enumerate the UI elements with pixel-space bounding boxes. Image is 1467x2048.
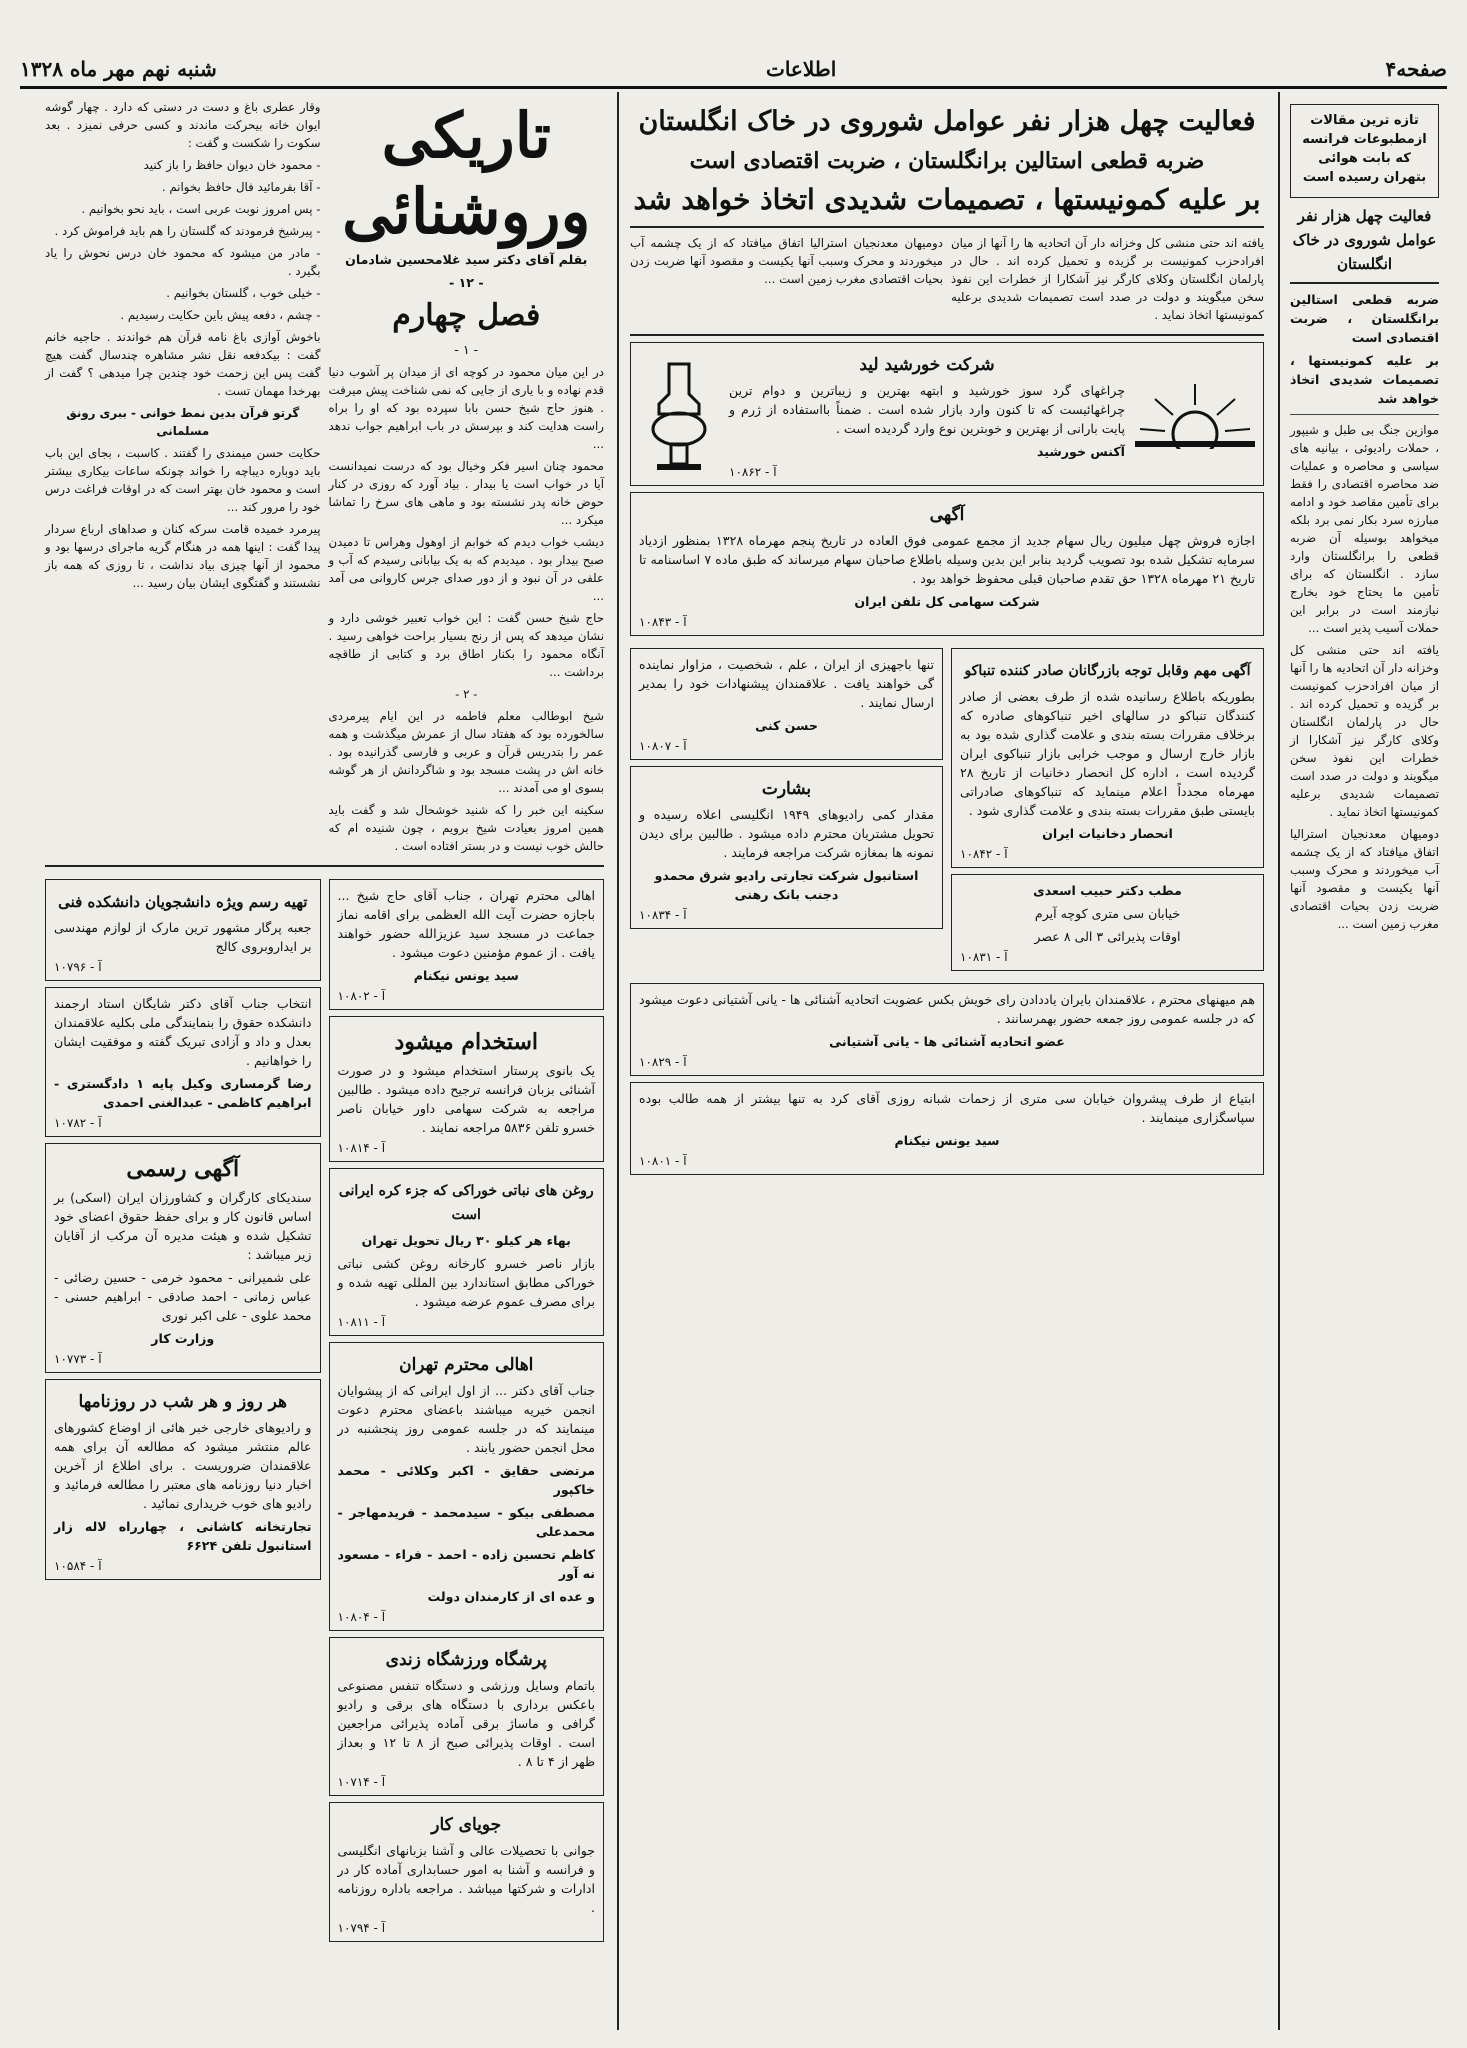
right-column xyxy=(1282,92,1447,2030)
wanted-text: تنها باجهیزی از ایران ، علم ، شخصیت ، مزاوار نماینده گی خواهند یافت . علاقمندان پیشنهادات خود را بمدیر ارسال نمایند . xyxy=(639,657,934,710)
ad-code: آ - ۱۰۷۸۲ xyxy=(54,1116,102,1130)
residents-names: کاظم تحسین زاده - احمد - فراء - مسعود نه آور xyxy=(337,1547,595,1581)
story-title: تاریکی وروشنائی xyxy=(342,99,591,248)
thanks-notice xyxy=(630,1082,1264,1175)
daily-news-ad xyxy=(45,1379,321,1580)
section-number: - ۱ - xyxy=(454,342,479,357)
ad-code: آ - ۱۰۸۰۷ xyxy=(639,739,687,753)
ad-code: آ - ۱۰۸۴۲ xyxy=(960,847,1008,861)
ad-code: آ - ۱۰۷۷۳ xyxy=(54,1352,102,1366)
official-sign: وزارت کار xyxy=(151,1331,215,1346)
tobacco-text: بطوریکه باطلاع رسانیده شده از طرف بعضی از صادر کنندگان تنباکو در سالهای اخیر تنباکوهای صادره که برخلاف مقررات بسته بندی و علامت گذاری شده بود به بازار خارج ارسال و موجب خرابی بازار تنباکوی ایران گردیده است ، اداره کل انحصار دخانیات از تاریخ ۲۸ مهرماه مجدداً اعلام مینماید که تنباکوهای صادراتی بایستی طبق مقررات بسته بندی و علامت گذاری شود . xyxy=(960,689,1255,818)
oil-ad xyxy=(329,1168,605,1336)
story-paragraph: محمود چنان اسیر فکر وخیال بود که درست نمیدانست آیا در خواب است یا بیدار . بیاد آورد که روزی در کنار حوض خانه پدر نشسته بود و ماهی های سرخ را تماشا میکرد ... xyxy=(328,459,604,527)
story-paragraph: باخوش آوازی باغ نامه قرآن هم خواندند . حاجیه خانم گفت : بیکدفعه نقل نشر مشاهره چندسال گفت هیچ گفت پس این زحمت خود چندین چرا میدهی ؟ گفت از بهرخدا مهمان تست . xyxy=(45,330,321,398)
ad-code: آ - ۱۰۷۱۴ xyxy=(337,1775,386,1789)
notice-title: آگهی xyxy=(929,505,965,525)
story-poem: گرتو قرآن بدین نمط خوانی - ببری رونق مسلمانی xyxy=(66,406,300,438)
article-paragraph: یافته اند حتی منشی کل وخزانه دار آن اتحادیه ها را آنها از میان افرادحزب کمونیست بر گزیده و تحمیل کرده اند . حال در پارلمان انگلستان وکلای کارگر نیز آشکارا از خطرات این نفوذ سخن میگویند و دولت در صدد است تصمیمات شدیدی برعلیه کمونیستها اتخاذ نماید . xyxy=(1290,643,1439,819)
ad-code: آ - ۱۰۸۳۴ xyxy=(639,908,687,922)
ad-code: آ - ۱۰۸۰۴ xyxy=(337,1610,386,1624)
teaser-text: تازه ترین مقالات ازمطبوعات فرانسه که بابت هوائی بتهران رسیده است xyxy=(1302,113,1427,185)
phone-company-notice xyxy=(630,492,1264,636)
lamp-ad-sign: آکنس خورشید xyxy=(1037,444,1125,459)
sun-logo-icon xyxy=(1135,379,1255,449)
wanted-ad xyxy=(630,648,943,760)
mosque-sign: سید یونس نیکنام xyxy=(413,968,519,983)
article-paragraph: دومیهان معدنجیان استرالیا اتفاق میافتاد که از یک چشمه آب میخوردند و محرک وسبب آنها یکیست و مقصود آنها ضربت زدن بحیات اقتصادی مغرب زمین است ... xyxy=(1290,827,1439,931)
doctor-title: مطب دکتر حبیب اسعدی xyxy=(1033,883,1182,898)
ad-code: آ - ۱۰۸۰۲ xyxy=(337,989,386,1003)
dialogue-line: - محمود خان دیوان حافظ را باز کنید xyxy=(143,158,321,172)
lead-article-body xyxy=(630,234,1264,328)
hire-text: یک بانوی پرستار استخدام میشود و در صورت آشنائی بزبان فرانسه ترجیح داده میشود . طالبین مراجعه به شرکت سهامی داور خیابان ناصر خسرو تلفن ۵۸۳۶ مراجعه نمایند . xyxy=(337,1063,595,1135)
column-rule xyxy=(617,92,619,2030)
lamp-ad xyxy=(630,342,1264,486)
ad-code: آ - ۱۰۷۹۶ xyxy=(54,960,102,974)
election-notice xyxy=(45,987,321,1137)
radio-title: بشارت xyxy=(761,779,812,799)
residents-notice xyxy=(329,1342,605,1631)
shop-text: ابتیاع از طرف پیشروان خیابان سی متری از زحمات شبانه روزی آقای کرد به تنها بیشتر از همه طالب بوده سپاسگزاری مینمایند . xyxy=(639,1091,1255,1125)
left-ads-b xyxy=(45,873,321,1948)
lamp-ad-text: چراغهای گرد سوز خورشید و ابتهه بهترین و زیباترین و دوام ترین چراغهائیست که تا کنون وارد بازار شده است . ضمناً بااستفاده از ژرم و پایت بارانی از بهترین و خوبترین نوع وارد گردیده است . xyxy=(729,383,1125,436)
dialogue-line: - پیرشیخ فرمودند که گلستان را هم باید فراموش کرد . xyxy=(54,224,321,238)
dialogue-line: - مادر من میشود که محمود خان درس نحوش را یاد بگیرد . xyxy=(45,246,321,278)
member-sign: عضو اتحادیه آشنائی ها - یانی آشتیانی xyxy=(829,1034,1065,1049)
official-title: آگهی رسمی xyxy=(126,1156,240,1182)
story-part: - ۱۲ - xyxy=(448,275,484,290)
oil-price: بهاء هر کیلو ۳۰ ریال تحویل تهران xyxy=(361,1233,571,1248)
official-text: سندیکای کارگران و کشاورزان ایران (اسکی) بر اساس قانون کار و برای حفظ حقوق اعضای خود تشکیل شده و هیئت مدیره آن مرکب از آقایان زیر میباشد : xyxy=(54,1190,312,1262)
job-title: جویای کار xyxy=(431,1815,502,1835)
job-text: جوانی با تحصیلات عالی و آشنا بزبانهای انگلیسی و فرانسه و آشنا به امور حسابداری آماده کار در ادارات و شرکتها میباشد . مراجعه باداره روزنامه . xyxy=(337,1843,595,1915)
article-paragraph: دومیهان معدنجیان استرالیا اتفاق میافتاد که از یک چشمه آب میخوردند و محرک وسبب آنها یکیست و مقصود آنها ضربت زدن بحیات اقتصادی مغرب زمین است ... xyxy=(630,236,943,286)
doctor-address: خیابان سی متری کوچه آیرم xyxy=(1034,906,1181,921)
clinic-title: پرشگاه ورزشگاه زندی xyxy=(385,1650,547,1670)
wanted-sign: حسن کنی xyxy=(755,718,818,733)
column-rule xyxy=(1278,92,1280,2030)
story-paragraph: حکایت حسن میمندی را گفتند . کاسبت ، بجای این باب باید دوباره دیباچه را خواند چونکه ساعات بیکاری بیشتر است و محمود خان بهتر است که در اوقات فراغت درس خود را مرور کند ... xyxy=(45,446,321,514)
dialogue-line: - آقا بفرمائید فال حافظ بخوانم . xyxy=(161,180,321,194)
official-notice xyxy=(45,1143,321,1373)
radio-sign: استانبول شرکت تجارتی رادیو شرق محمدو دجنب بانک رهنی xyxy=(654,868,919,902)
daily-sign: تجارتخانه کاشانی ، چهارراه لاله زار استانبول تلفن ۶۶۲۴ xyxy=(54,1519,312,1553)
left-column xyxy=(37,92,612,2030)
issue-date: شنبه نهم مهر ماه ۱۳۲۸ xyxy=(20,57,217,81)
ad-code: آ - ۱۰۸۳۱ xyxy=(960,950,1008,964)
story-paragraph: سکینه این خبر را که شنید خوشحال شد و گفت باید همین امروز بعیادت شیخ برویم ، چون شنیده ام که حالش خوب نیست و در بستر افتاده است . xyxy=(328,803,604,853)
college-ad xyxy=(45,879,321,981)
ad-code: آ - ۱۰۸۰۱ xyxy=(639,1154,687,1168)
member-text: هم میهنهای محترم ، علاقمندان بایران یاددادن رای خویش بکس عضویت اتحادیه آشنائی ها - یانی آشتیانی دعوت میشود که در جلسه عمومی روز جمعه حضور بهمرسانند . xyxy=(639,992,1255,1026)
dialogue-line: - خیلی خوب ، گلستان بخوانیم . xyxy=(166,286,321,300)
story-paragraph: پیرمرد خمیده قامت سرکه کنان و صداهای ارباع سردار پیدا گفت : اینها همه در هنگام گریه ماجرای درسها بود و محمود از آنها چیزی بیاد نداشت ، تا روزی که همه باز نشستند و گفتگوی ایشان بیان رسید ... xyxy=(45,522,321,590)
ad-code: آ - ۱۰۸۴۳ xyxy=(639,615,687,629)
article-subhead-2: بر علیه کمونیستها ، تصمیمات شدیدی اتخاذ خواهد شد xyxy=(1290,353,1439,406)
story-author: بقلم آقای دکتر سید غلامحسین شادمان xyxy=(345,252,588,267)
article-subhead: ضربه قطعی استالین برانگلستان ، ضربت اقتصادی است xyxy=(1290,292,1439,345)
shop-sign: سید یونس نیکنام xyxy=(894,1133,1000,1148)
job-seeker-ad xyxy=(329,1802,605,1942)
dialogue-line: - چشم ، دفعه پیش باین حکایت رسیدیم . xyxy=(120,308,321,322)
official-names: علی شمیرانی - محمود خرمی - حسین رضائی - عباس زمانی - احمد صادقی - ابراهیم حسنی - محمد علوی - علی اکبر نوری xyxy=(54,1270,312,1323)
left-ads-a xyxy=(329,873,605,1948)
section-number: - ۲ - xyxy=(455,687,478,701)
residents-title: اهالی محترم تهران xyxy=(399,1355,534,1375)
masthead xyxy=(20,52,1447,89)
ad-code: آ - ۱۰۸۱۱ xyxy=(337,1315,386,1329)
middle-column xyxy=(622,92,1272,2030)
mosque-notice xyxy=(329,879,605,1010)
oil-lamp-icon xyxy=(639,354,719,474)
lead-subheadline-2: بر علیه کمونیستها ، تصمیمات شدیدی اتخاذ خواهد شد xyxy=(633,183,1261,216)
ad-code: آ - ۱۰۸۱۴ xyxy=(337,1141,386,1155)
tobacco-notice xyxy=(951,648,1264,868)
oil-title: روغن های نباتی خوراکی که جزء کره ایرانی است xyxy=(338,1183,594,1223)
chapter-title: فصل چهارم xyxy=(392,298,541,333)
radio-text: مقدار کمی رادیوهای ۱۹۴۹ انگلیسی اعلاه رسیده و تحویل مشتریان محترم داده میشود . طالبین برای دیدن نمونه ها بمغازه شرکت مراجعه فرمایند . xyxy=(639,807,934,860)
residents-names: مصطفی بیکو - سیدمحمد - فریدمهاجر - محمدعلی xyxy=(337,1505,595,1539)
notice-text: اجازه فروش چهل میلیون ریال سهام جدید از مجمع عمومی فوق العاده در تاریخ پنجم مهرماه ۱۳۲۸ بمنظور ازدیاد سرمایه تشکیل شده بود تصویب گردید بنابر این بدین وسیله باطلاع صاحبان سهام میرساند که طبق ماده ۷ اساسنامه تا تاریخ ۲۱ مهرماه ۱۳۲۸ حق تقدم صاحبان قبلی محفوظ خواهد بود . xyxy=(639,533,1255,586)
ad-code: آ - ۱۰۵۸۴ xyxy=(54,1559,102,1573)
clinic-text: باتمام وسایل ورزشی و دستگاه تنفس مصنوعی باعکس برداری با دستگاه های برقی و رادیو گرافی و ماساژ برقی آماده پذیرائی مراجعین است . اوقات پذیرائی صبح از ۸ تا ۱۲ و بعداز ظهر از ۴ تا ۸ . xyxy=(337,1678,595,1769)
story-paragraph: دیشب خواب دیدم که خوابم از اوهول وهراس تا دمیدن صبح بیدار بود . میدیدم که به یک بیابانی رسیدم که آب و علفی در آن نبود و از دور صدای جرس کاروانی می آمد ... xyxy=(328,535,604,603)
oil-text: بازار ناصر خسرو کارخانه روغن کشی نباتی خوراکی مطابق استاندارد بین المللی تهیه شده و برای مصرف عموم عرضه میشود . xyxy=(337,1256,595,1309)
ad-code: آ - ۱۰۷۹۴ xyxy=(337,1921,386,1935)
election-sign: رضا گرمساری وکیل پایه ۱ دادگستری - ابراهیم کاظمی - عبدالغنی احمدی xyxy=(54,1076,312,1110)
story-paragraph: حاج شیخ حسن گفت : این خواب تعبیر خوشی دارد و نشان میدهد که پس از رنج بسیار براحت خواهی رسید . آنگاه محمود را بکنار اطاق برد و کتابی از طاقچه برداشت ... xyxy=(328,611,604,679)
story-paragraph: در این میان محمود در کوچه ای از میدان پر آشوب دنیا قدم نهاده و با یاری از جایی که نمی شناخت پیش میرفت . هنوز حاج شیخ حسن بابا سپرده بود که او را براه راست هدایت کند و بپرسش در باب ابراهیم جواب ندهد ... xyxy=(328,365,604,451)
lead-subheadline: ضربه قطعی استالین برانگلستان ، ضربت اقتصادی است xyxy=(689,148,1205,174)
article-headline: فعالیت چهل هزار نفر عوامل شوروی در خاک انگلستان xyxy=(1292,207,1437,273)
dialogue-line: - پس امروز نوبت عربی است ، باید نحو بخوانیم . xyxy=(81,202,321,216)
lead-headline: فعالیت چهل هزار نفر عوامل شوروی در خاک انگلستان xyxy=(638,106,1256,137)
residents-text: جناب آقای دکتر ... از اول ایرانی که از پیشوایان انجمن خیریه میباشند باعضای محترم دعوت مینمایند که در جلسه عمومی روز پنجشنبه در محل انجمن حضور یابند . xyxy=(337,1383,595,1455)
clinic-ad xyxy=(329,1637,605,1796)
residents-names: مرتضی حقایق - اکبر وکلائی - محمد خاکپور xyxy=(337,1463,595,1497)
story-paragraph: شیخ ابوطالب معلم فاطمه در این ایام پیرمردی سالخورده بود که هفتاد سال از عمرش میگذشت و همه عمر را بتدریس قرآن و عربی و فارسی گذرانیده بود . خانه اش در پشت مسجد بود و شاگردانش از هر گوشه بسوی او می آمدند ... xyxy=(328,709,604,795)
mosque-text: اهالی محترم تهران ، جناب آقای حاج شیخ ... باجازه حضرت آیت الله العظمی برای اقامه نماز جماعت در مسجد سید عزیزالله حضور خواهند یافت . از عموم مؤمنین دعوت میشود . xyxy=(337,888,595,960)
tobacco-title: آگهی مهم وقابل توجه بازرگانان صادر کننده تنباکو xyxy=(964,663,1251,679)
election-text: انتخاب جناب آقای دکتر شایگان استاد ارجمند دانشکده حقوق را بنمایندگی ملی بکلیه علاقمندان بعدل و داد و آزادی تبریک گفته و موفقیت ایشان را خواهانیم . xyxy=(54,996,312,1068)
paper-name: اطلاعات xyxy=(765,57,837,81)
story-column xyxy=(329,98,605,859)
college-title: تهیه رسم ویژه دانشجویان دانشکده فنی xyxy=(58,893,308,911)
doctor-ad xyxy=(951,874,1264,971)
story-paragraph: وقار عطری باغ و دست در دستی که دارد . چهار گوشه ایوان خانه بیحرکت ماندند و کسی حرفی نمیزد . بعد سکوت را شکست و گفت : xyxy=(45,100,321,150)
doctor-hours: اوقات پذیرائی ۳ الی ۸ عصر xyxy=(1034,929,1181,944)
page-number: صفحه۴ xyxy=(1385,57,1447,81)
article-paragraph: یافته اند حتی منشی کل وخزانه دار آن اتحادیه ها را آنها از میان افرادحزب کمونیست بر گزیده و تحمیل کرده اند . حال در پارلمان انگلستان وکلای کارگر نیز آشکارا از خطرات این نفوذ سخن میگویند و دولت در صدد است تصمیمات شدیدی برعلیه کمونیستها اتخاذ نماید . xyxy=(951,236,1264,322)
notice-sign: شرکت سهامی کل تلفن ایران xyxy=(854,594,1040,609)
residents-names: و عده ای از کارمندان دولت xyxy=(427,1589,595,1604)
lamp-brand: شرکت خورشید لید xyxy=(859,355,995,375)
ad-code: آ - ۱۰۸۲۹ xyxy=(639,1055,687,1069)
article-teaser xyxy=(1290,104,1439,198)
tobacco-sign: انحصار دخانیات ایران xyxy=(1042,826,1173,841)
story-continued xyxy=(45,98,321,859)
radio-ad xyxy=(630,766,943,929)
article-paragraph: موازین جنگ بی طبل و شیپور ، حملات رادیوئی ، بیانیه های سیاسی و محاصره و عملیات ضد محاصره اقتصادی را فقط برای تأمین مقاصد خود و ادامه مبارزه سرد بکار نمی برد بلکه میخواهد بوسیله آن ضربه قطعی را برانگلستان وارد سازد . انگلستان که برای تأمین ما یحتاج خود بخارج نیازمند است در برابر این حملات آسیب پذیر است ... xyxy=(1290,423,1439,635)
daily-title: هر روز و هر شب در روزنامها xyxy=(78,1392,287,1412)
serial-story xyxy=(45,98,604,859)
hire-title: استخدام میشود xyxy=(394,1029,539,1055)
ad-code: آ - ۱۰۸۶۲ xyxy=(729,465,777,479)
membership-notice xyxy=(630,983,1264,1076)
hiring-ad xyxy=(329,1016,605,1162)
daily-text: و رادیوهای خارجی خبر هائی از اوضاع کشورهای عالم منتشر میشود که مطالعه آن برای همه علاقمندان ضروریست . برای اطلاع از آخرین اخبار دنیا روزنامه های معتبر را مطالعه فرمائید و رادیو های خوب خریداری نمائید . xyxy=(54,1420,312,1511)
college-text: جعبه پرگار مشهور ترین مارک از لوازم مهندسی بر ایداروبروی کالج xyxy=(54,920,312,954)
